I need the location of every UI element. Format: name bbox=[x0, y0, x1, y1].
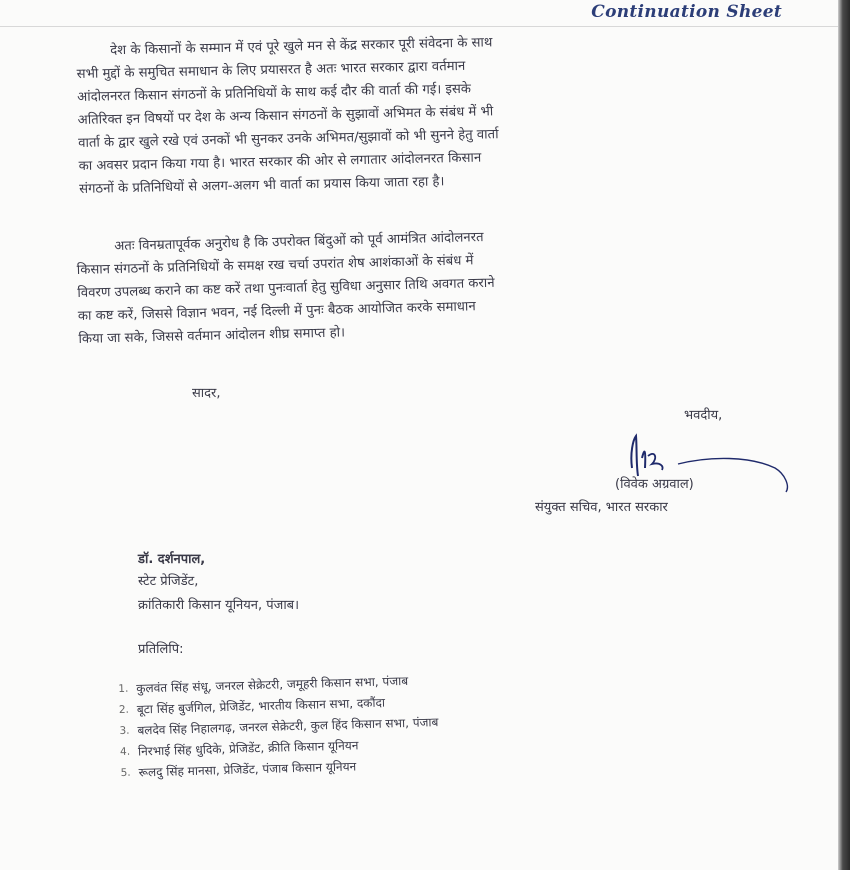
paragraph-line: किसान संगठनों के प्रतिनिधियों के समक्ष रख चर्चा उपरांत शेष आशंकाओं के संबंध में bbox=[76, 253, 474, 278]
paragraph-line: संगठनों के प्रतिनिधियों से अलग-अलग भी वार्ता का प्रयास किया जाता रहा है। bbox=[78, 174, 445, 197]
paragraph-line: किया जा सके, जिससे वर्तमान आंदोलन शीघ्र समाप्त हो। bbox=[78, 325, 346, 347]
closing: भवदीय, bbox=[684, 408, 723, 423]
list-text: कुलवंत सिंह संधू, जनरल सेक्रेटरी, जमूहरी किसान सभा, पंजाब bbox=[136, 673, 409, 696]
paragraph-1 bbox=[76, 26, 729, 201]
list-number: 5. bbox=[120, 766, 131, 779]
paragraph-line: आंदोलनरत किसान संगठनों के प्रतिनिधियों के साथ कई दौर की वार्ता की गई। इसके bbox=[77, 81, 472, 105]
paragraph-2 bbox=[76, 220, 739, 351]
paragraph-line: का अवसर प्रदान किया गया है। भारत सरकार की ओर से लगातार आंदोलनरत किसान bbox=[78, 150, 482, 174]
list-number: 2. bbox=[118, 703, 130, 716]
continuation-sheet-label: Continuation Sheet bbox=[591, 2, 782, 22]
addressee-line-2: क्रांतिकारी किसान यूनियन, पंजाब। bbox=[138, 598, 300, 613]
list-text: बलदेव सिंह निहालगढ़, जनरल सेक्रेटरी, कुल हिंद किसान सभा, पंजाब bbox=[137, 715, 439, 738]
paragraph-line: सभी मुद्दों के समुचित समाधान के लिए प्रयासरत है अतः भारत सरकार द्वारा वर्तमान bbox=[76, 58, 466, 82]
list-text: बूटा सिंह बुर्जगिल, प्रेजिडेंट, भारतीय किसान सभा, दकौंदा bbox=[136, 695, 386, 717]
signer-name: (विवेक अग्रवाल) bbox=[615, 477, 694, 492]
addressee-line-1: स्टेट प्रेजिडेंट, bbox=[138, 574, 199, 589]
paragraph-line: देश के किसानों के सम्मान में एवं पूरे खुले मन से केंद्र सरकार पूरी संवेदना के साथ bbox=[110, 35, 493, 59]
copy-to-label: प्रतिलिपि: bbox=[138, 642, 184, 657]
signer-title: संयुक्त सचिव, भारत सरकार bbox=[535, 500, 668, 515]
salutation: सादर, bbox=[192, 386, 221, 401]
paragraph-line: विवरण उपलब्ध कराने का कष्ट करें तथा पुनःवार्ता हेतु सुविधा अनुसार तिथि अवगत कराने bbox=[77, 275, 495, 301]
paragraph-line: वार्ता के द्वार खुले रखे एवं उनकों भी सुनकर उनके अभिमत/सुझावों को भी सुनने हेतु वार्ता bbox=[78, 127, 499, 151]
copy-to-list bbox=[118, 669, 440, 783]
list-text: निरभाई सिंह धुदिके, प्रेजिडेंट, क्रीति किसान यूनियन bbox=[137, 738, 359, 759]
paragraph-line: अतः विनम्रतापूर्वक अनुरोध है कि उपरोक्त बिंदुओं को पूर्व आमंत्रित आंदोलनरत bbox=[114, 230, 484, 255]
paragraph-line: अतिरिक्त इन विषयों पर देश के अन्य किसान संगठनों के सुझावों अभिमत के संबंध में भी bbox=[77, 104, 494, 128]
list-number: 1. bbox=[118, 682, 129, 695]
addressee-name: डॉ. दर्शनपाल, bbox=[138, 552, 206, 567]
paragraph-line: का कष्ट करें, जिससे विज्ञान भवन, नई दिल्ली में पुनः बैठक आयोजित करके समाधान bbox=[77, 299, 476, 324]
list-text: रूलदु सिंह मानसा, प्रेजिडेंट, पंजाब किसान यूनियन bbox=[138, 759, 357, 780]
list-number: 3. bbox=[119, 724, 130, 737]
list-number: 4. bbox=[119, 745, 131, 758]
page-edge-shadow bbox=[838, 0, 850, 870]
